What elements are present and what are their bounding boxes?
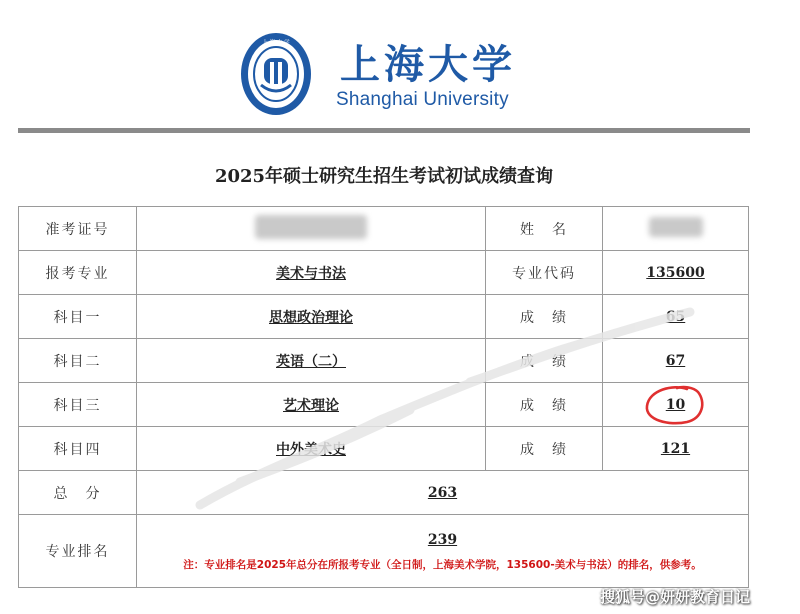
shanghai-university-seal-icon (239, 31, 313, 117)
score-table (18, 206, 749, 588)
red-circle-annotation (643, 384, 707, 428)
subject-score: 67 (603, 339, 749, 383)
table-row-subject-2 (19, 339, 749, 383)
subject-label: 科目一 (19, 295, 137, 339)
subject-label: 科目三 (19, 383, 137, 427)
name-value-redacted (603, 207, 749, 251)
subject-label: 科目四 (19, 427, 137, 471)
exam-id-label: 准考证号 (19, 207, 137, 251)
total-label: 总 分 (19, 471, 137, 515)
table-row-rank (19, 515, 749, 588)
sohu-watermark: 搜狐号@妍妍教育日记 (600, 588, 751, 606)
page-title: 2025年硕士研究生招生考试初试成绩查询 (214, 166, 554, 187)
name-label: 姓 名 (486, 207, 603, 251)
table-row-total (19, 471, 749, 515)
total-value: 263 (137, 471, 749, 515)
university-name-chinese: 上海大学 (340, 41, 516, 88)
table-row-exam-id (19, 207, 749, 251)
score-label: 成 绩 (486, 295, 603, 339)
exam-id-value-redacted (137, 207, 486, 251)
subject-name: 艺术理论 (137, 383, 486, 427)
major-label: 报考专业 (19, 251, 137, 295)
table-row-subject-3 (19, 383, 749, 427)
table-row-subject-1 (19, 295, 749, 339)
subject-name: 英语（二） (137, 339, 486, 383)
svg-text:上 海 大 学: 上 海 大 学 (262, 40, 290, 46)
score-label: 成 绩 (486, 427, 603, 471)
major-code-label: 专业代码 (486, 251, 603, 295)
subject-score: 121 (603, 427, 749, 471)
rank-cell (137, 515, 749, 588)
subject-score: 10 (603, 383, 749, 427)
subject-label: 科目二 (19, 339, 137, 383)
subject-score: 65 (603, 295, 749, 339)
score-label: 成 绩 (486, 339, 603, 383)
rank-value: 239 (427, 532, 458, 548)
major-value: 美术与书法 (137, 251, 486, 295)
rank-note: 注：专业排名是2025年总分在所报考专业（全日制，上海美术学院，135600-美术与书法）的排名，供参考。 (183, 559, 702, 571)
rank-label: 专业排名 (19, 515, 137, 588)
header-divider (18, 128, 750, 133)
university-name-english: Shanghai University (336, 89, 509, 110)
table-row-subject-4 (19, 427, 749, 471)
table-row-major (19, 251, 749, 295)
subject-name: 中外美术史 (137, 427, 486, 471)
score-label: 成 绩 (486, 383, 603, 427)
major-code-value: 135600 (603, 251, 749, 295)
subject-name: 思想政治理论 (137, 295, 486, 339)
